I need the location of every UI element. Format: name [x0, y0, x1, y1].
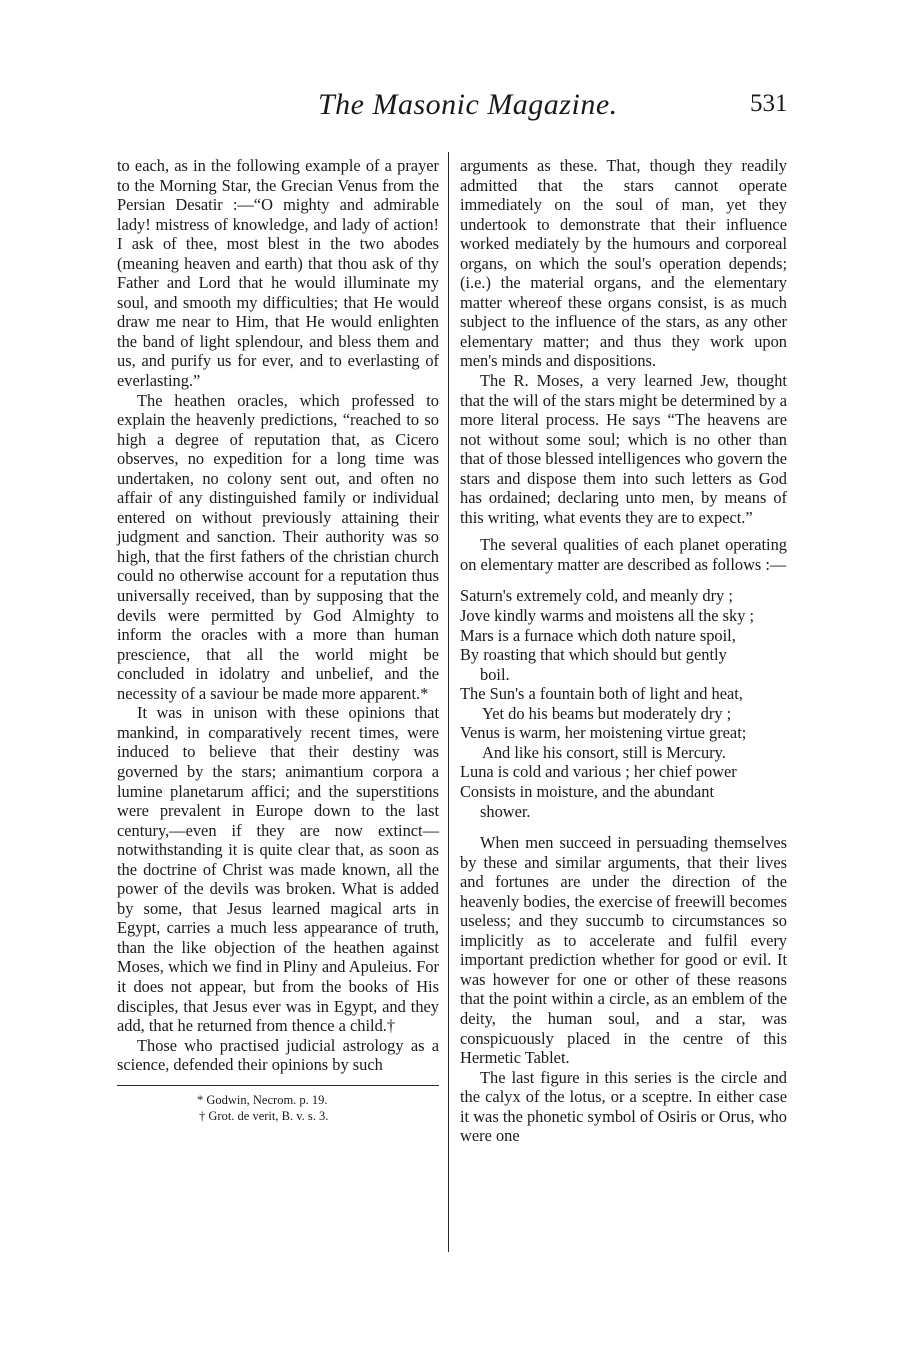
verse-line: Yet do his beams but moderately dry ;	[482, 703, 732, 723]
verse-line: Jove kindly warms and moistens all the sky ;	[460, 606, 755, 626]
paragraph-astrology: Those who practised judicial astrology as a science, defended their opinions by such	[117, 1035, 439, 1075]
paragraph-lotus: The last figure in this series is the circle and the calyx of the lotus, or a sceptre. In either case it was the phonetic symbol of Osiris or Orus, who were one	[460, 1067, 787, 1146]
verse-line: And like his consort, still is Mercury.	[482, 742, 726, 762]
verse-line: Saturn's extremely cold, and meanly dry ;	[460, 586, 733, 606]
verse-line: Luna is cold and various ; her chief power	[460, 762, 737, 782]
footnote-godwin: * Godwin, Necrom. p. 19.	[197, 1092, 328, 1107]
left-column	[117, 156, 439, 1124]
running-title: The Masonic Magazine.	[318, 88, 618, 121]
paragraph-oracles: The heathen oracles, which professed to explain the heavenly predictions, “reached to so high a degree of reputation that, as Cicero observes, no expedition for a long time was undertaken, no colony sent out, and often no affair of any distinguished family or individual entered on without previously attaining their judgment and sanction. Their authority was so high, that the first fathers of the christian church could no otherwise account for a reputation thus universally received, than by supposing that the devils were permitted by God Almighty to inform the oracles with a more than human prescience, that all the world might be concluded in idolatry and unbelief, and the necessity of a saviour be made more apparent.*	[117, 390, 439, 703]
paragraph-freewill: When men succeed in persuading themselves by these and similar arguments, that their lives and fortunes are under the direction of the heavenly bodies, the exercise of freewill becomes useless; and they succumb to circumstances so implicitly as to accelerate and fulfil every important prediction whether for good or evil. It was however for one or other of these reasons that the point within a circle, as an emblem of the deity, the human soul, and a star, was conspicuously placed in the centre of this Hermetic Tablet.	[460, 833, 787, 1068]
column-divider	[448, 152, 449, 1252]
running-head	[0, 88, 905, 128]
footnote-grotius: † Grot. de verit, B. v. s. 3.	[199, 1108, 329, 1123]
paragraph-prayer: to each, as in the following example of a prayer to the Morning Star, the Grecian Venus from the Persian Desatir :—“O mighty and admirable lady! mistress of knowledge, and lady of action! I ask of thee, most blest in the two abodes (meaning heaven and earth) that thou ask of thy Father and Lord that he would illuminate my soul, and smooth my difficulties; that He would draw me near to Him, that He would enlighten the band of light splendour, and bless them and us, and purify us for ever, and to everlasting of everlasting.”	[117, 156, 439, 391]
verse-line: Venus is warm, her moistening virtue great;	[460, 723, 747, 743]
paragraph-unison: It was in unison with these opinions that mankind, in comparatively recent times, were induced to believe that their destiny was governed by the stars; animantium corpora a lumine planetarum affici; and the superstitions were prevalent in Europe down to the last century,—even if they are now extinct—notwithstanding it is quite clear that, as soon as the doctrine of Christ was made known, all the power of the devils was broken. What is added by some, that Jesus learned magical arts in Egypt, carries a much less appearance of truth, than the like objection of the heathen against Moses, which we find in Pliny and Apuleius. For it does not appear, but from the books of His disciples, that Jesus ever was in Egypt, and they add, that he returned from thence a child.†	[117, 703, 439, 1036]
right-column	[460, 156, 787, 1146]
planet-verse	[460, 586, 787, 821]
paragraph-arguments: arguments as these. That, though they readily admitted that the stars cannot operate immediately on the soul of man, yet they undertook to demonstrate that their influence worked mediately by the humours and corporeal organs, on which the soul's operation depends; (i.e.) the material organs, and the elementary matter whereof these organs consist, is as much subject to the influence of the stars, as any other elementary matter; and thus they work upon men's minds and dispositions.	[460, 156, 787, 371]
footnotes	[117, 1092, 439, 1124]
paragraph-qualities: The several qualities of each planet operating on elementary matter are described as follows :—	[460, 535, 787, 574]
verse-line: By roasting that which should but gently	[460, 645, 727, 665]
page-number: 531	[750, 90, 788, 117]
verse-line: shower.	[480, 801, 531, 821]
verse-line: Mars is a furnace which doth nature spoil,	[460, 625, 736, 645]
verse-line: Consists in moisture, and the abundant	[460, 781, 715, 801]
paragraph-moses: The R. Moses, a very learned Jew, thought that the will of the stars might be determined by a more literal process. He says “The heavens are not without some soul; which is no other than that of those blessed intelligences who govern the stars and dispose them into such letters as God has ordained; declaring unto men, by means of this writing, what events they are to expect.”	[460, 371, 787, 527]
footnote-rule	[117, 1085, 439, 1086]
verse-line: boil.	[480, 664, 510, 684]
verse-line: The Sun's a fountain both of light and heat,	[460, 684, 743, 704]
